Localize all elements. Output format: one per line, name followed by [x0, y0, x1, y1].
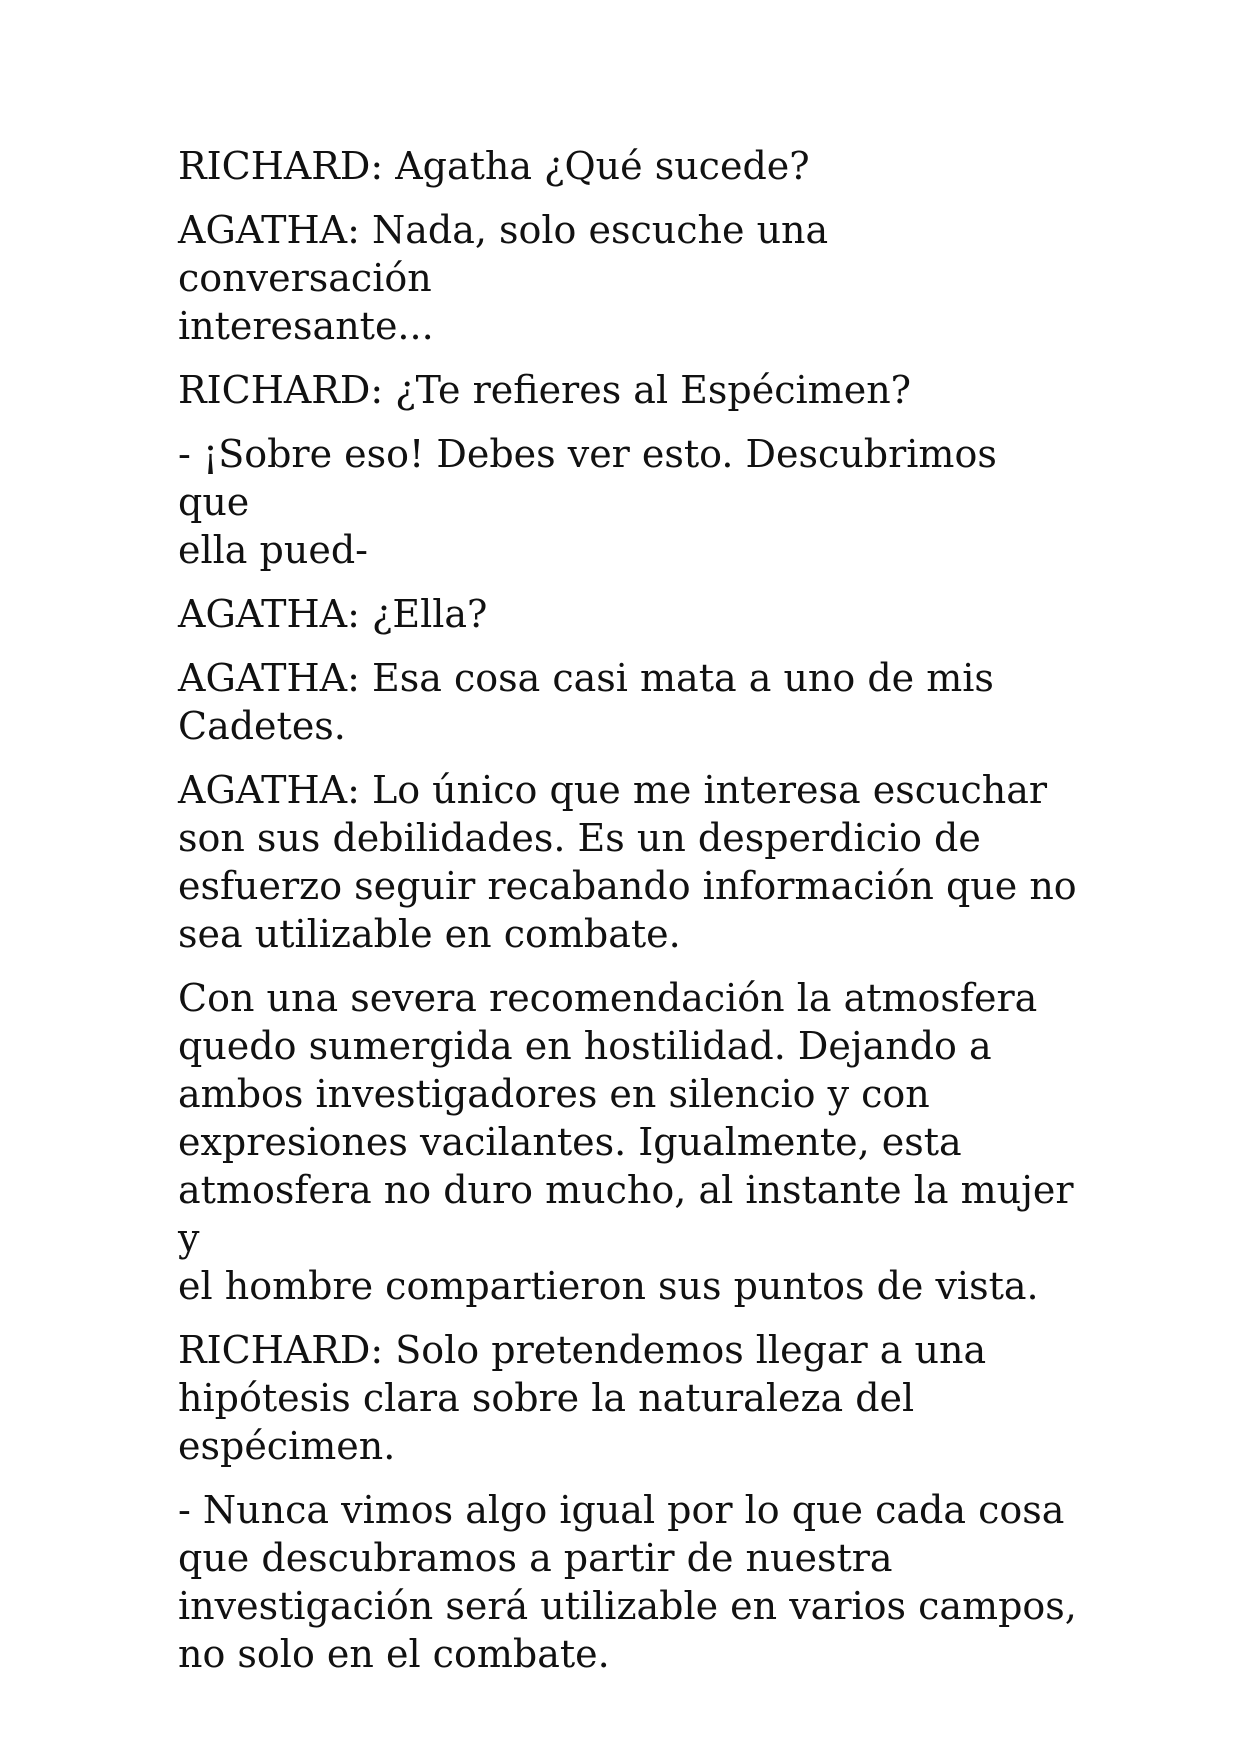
document-body: [178, 142, 1078, 1694]
dialogue-paragraph: - Nunca vimos algo igual por lo que cada cosa que descubramos a partir de nuestra investigación será utilizable en varios campos, no solo en el combate.: [178, 1488, 1077, 1676]
narrative-paragraph: Con una severa recomendación la atmosfera quedo sumergida en hostilidad. Dejando a ambos investigadores en silencio y con expresiones vacilantes. Igualmente, esta atmosfera no duro mucho, al instante la mujer y el hombre compartieron sus puntos de vista.: [178, 976, 1074, 1308]
dialogue-paragraph: AGATHA: Esa cosa casi mata a uno de mis Cadetes.: [178, 656, 994, 748]
dialogue-paragraph: RICHARD: Solo pretendemos llegar a una hipótesis clara sobre la naturaleza del espécimen.: [178, 1328, 987, 1468]
dialogue-paragraph: - ¡Sobre eso! Debes ver esto. Descubrimos que ella pued-: [178, 432, 997, 572]
dialogue-paragraph: AGATHA: Nada, solo escuche una conversación interesante...: [178, 208, 829, 348]
dialogue-paragraph: RICHARD: Agatha ¿Qué sucede?: [178, 144, 810, 188]
dialogue-paragraph: AGATHA: Lo único que me interesa escuchar son sus debilidades. Es un desperdicio de esfuerzo seguir recabando información que no sea utilizable en combate.: [178, 768, 1077, 956]
dialogue-paragraph: RICHARD: ¿Te refieres al Espécimen?: [178, 368, 912, 412]
dialogue-paragraph: AGATHA: ¿Ella?: [178, 592, 488, 636]
